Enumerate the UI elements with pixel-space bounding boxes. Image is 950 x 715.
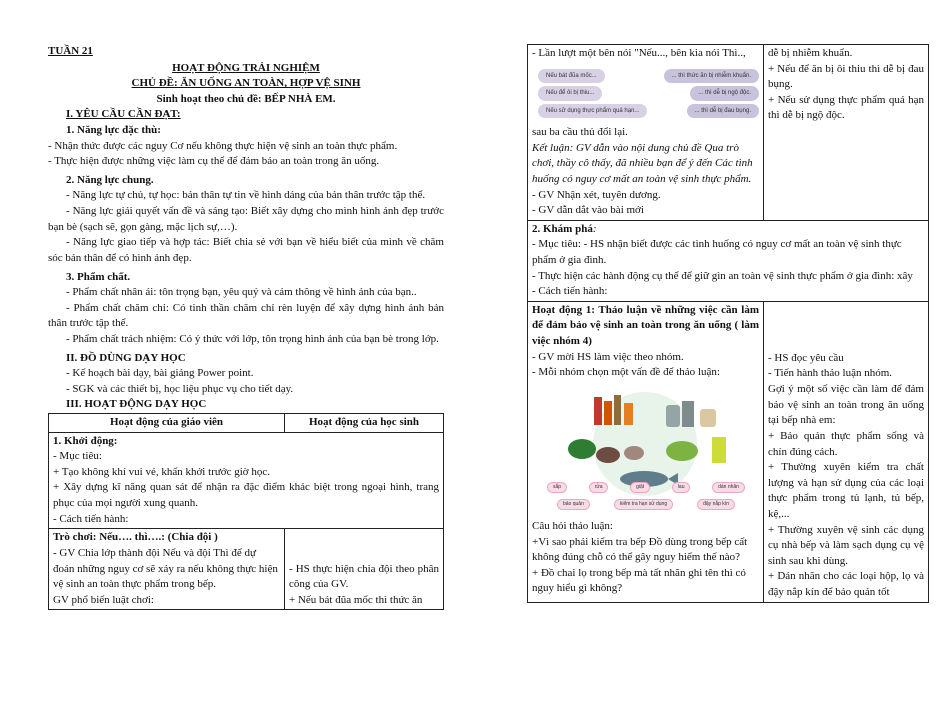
para: + Tạo không khí vui vẻ, khấn khởi trước giờ học.	[53, 465, 270, 478]
left-page	[48, 0, 444, 671]
para: - Cách tiến hành:	[532, 285, 608, 298]
para: + Đồ chai lọ trong bếp mà tất nhãn ghi tên thì có nguy hiểu gì không?	[532, 566, 746, 595]
para: - HS đọc yêu cầu	[768, 351, 844, 364]
then-pill: ... thì dễ bị ngộ độc.	[690, 86, 759, 101]
explore-title	[532, 222, 924, 238]
para: - GV Nhận xét, tuyên dương.	[532, 188, 661, 201]
para: - Lần lượt một bên nói "Nếu..., bên kia nói Thì..,	[532, 47, 746, 59]
activity1-title: Hoạt động 1: Thảo luận về những việc cần làm để đảm bảo vệ sinh an toàn trong ăn uống ( làm việc nhóm 4)	[532, 303, 759, 348]
activity1-student	[764, 301, 929, 602]
para: + Nếu bát đũa mốc thì thức ăn	[289, 593, 423, 606]
para: - Mục tiêu:	[53, 450, 102, 463]
tag: bảo quản	[557, 499, 590, 510]
para: +Vì sao phải kiểm tra bếp Đồ dùng trong bếp cất không đúng chỗ có thể gây nguy hiểm thế nào?	[532, 535, 748, 564]
if-pill: Nếu bát đũa mốc...	[538, 69, 605, 84]
tag-row	[546, 481, 746, 494]
tag: lau	[672, 482, 691, 493]
para: - Kế hoạch bài dạy, bài giảng Power point.	[66, 367, 254, 380]
pill-row	[538, 69, 759, 84]
pill-row	[538, 86, 759, 101]
para: - Phẩm chất trách nhiệm: Có ý thức với lớp, tôn trọng hình ảnh của bạn bè trong lớp.	[66, 332, 439, 345]
section-1-heading: I. YÊU CẦU CẦN ĐẠT:	[66, 108, 181, 121]
para: - Năng lực giải quyết vấn đề và sáng tạo: Biết xây dựng cho mình hình ảnh đẹp trước bạn bè (sạch sẽ, gọn gàng, mặc lịch sự,…).	[48, 205, 444, 233]
tag: kiểm tra hạn sử dụng	[614, 499, 673, 510]
warmup-title: 1. Khởi động:	[53, 434, 118, 447]
explore-cell	[528, 220, 929, 301]
kitchen-illustration	[532, 381, 759, 519]
header-student: Hoạt động của học sinh	[285, 414, 444, 433]
para: Gợi ý một số việc cần làm để đảm bảo vệ sinh an toàn trong ăn uống tại bếp nhà em:	[768, 383, 924, 427]
para: - Tiến hành thảo luận nhóm.	[768, 367, 893, 380]
pill-row	[538, 104, 759, 119]
para: Câu hỏi thảo luận:	[532, 519, 613, 532]
explore-title-text: 2. Khám phá	[532, 222, 593, 235]
warmup-cell	[49, 432, 444, 529]
para: - Năng lực giao tiếp và hợp tác: Biết chia sẻ với bạn về hiểu biết của mình về chăm sóc bản thân để có hình ảnh đẹp.	[48, 236, 444, 264]
para: dễ bị nhiễm khuẩn.	[768, 47, 853, 59]
para: - GV Chia lớp thành đội Nếu và đội Thì để dự đoán những nguy cơ sẽ xảy ra nếu không thực hiện vệ sinh an toàn thực phẩm trong bếp.	[53, 546, 278, 591]
then-pill: ... thì thức ăn bị nhiễm khuẩn.	[664, 69, 759, 84]
section-2-heading: II. ĐỒ DÙNG DẠY HỌC	[66, 351, 186, 364]
section-3-heading: III. HOẠT ĐỘNG DẠY HỌC	[66, 398, 207, 411]
week-label: TUẦN 21	[48, 45, 93, 57]
para: - Nhận thức được các nguy Cơ nếu không thực hiện vệ sinh an toàn thực phẩm.	[48, 139, 398, 152]
para: - Mục tiêu: - HS nhận biết được các tình huống có nguy cơ mất an toàn vệ sinh thực phẩm ở gia đình.	[532, 238, 902, 267]
tag: đậy nắp kín	[697, 499, 735, 510]
para: - GV mời HS làm việc theo nhóm.	[532, 350, 684, 363]
para: + Dán nhãn cho các loại hộp, lọ và đậy nắp kín để bảo quản tốt	[768, 570, 924, 598]
para: sau ba cầu thủ đổi lại.	[532, 126, 628, 139]
para: + Thường xuyên kiểm tra chất lượng và hạn sử dụng của các loại thực phẩm trong tủ lạnh, tủ bếp, kệ,...	[768, 461, 924, 520]
para: - HS thực hiện chia đội theo phân công của GV.	[289, 562, 439, 591]
tag: sắp	[547, 482, 567, 493]
tag: dán nhãn	[712, 482, 745, 493]
if-pill: Nếu sử dụng thực phẩm quá hạn...	[538, 104, 647, 119]
para: + Nếu để ăn bị ôi thiu thì dễ bị đau bụng.	[768, 62, 924, 91]
tag-row	[556, 498, 736, 511]
para: - Thực hiện các hành động cụ thể để giữ gìn an toàn vệ sinh thực phẩm ở gia đình: xây	[532, 269, 913, 282]
subsection-2: 2. Năng lực chung.	[66, 173, 154, 186]
activity-table	[48, 413, 444, 610]
game-cont-student	[764, 45, 929, 221]
para: + Nếu sử dụng thực phẩm quá hạn thì dễ bị ngộ độc.	[768, 93, 924, 122]
activity-table-continued	[527, 44, 929, 603]
then-pill: ... thì dễ bị đau bụng.	[687, 104, 759, 119]
doc-subtitle: Sinh hoạt theo chủ đề: BẾP NHÀ EM.	[156, 92, 336, 105]
para: - Thực hiện được những việc làm cụ thể để đảm bảo an toàn trong ăn uống.	[48, 155, 380, 168]
para: - Mỗi nhóm chọn một vấn đề để thảo luận:	[532, 366, 720, 379]
para: - Phẩm chất chăm chỉ: Có tinh thần chăm chỉ rèn luyện để xây dựng hình ảnh bản thân trước tập thể.	[48, 301, 444, 330]
if-then-illustration	[532, 62, 759, 126]
para: - Cách tiến hành:	[53, 512, 129, 525]
game-title: Trò chơi: Nếu…. thì….: (Chia đội )	[53, 531, 218, 544]
header-teacher: Hoạt động của giáo viên	[49, 414, 285, 433]
para: + Thường xuyên vệ sinh các dụng cụ nhà bếp và làm sạch dụng cụ vệ sinh sau khi dùng.	[768, 523, 924, 567]
para: - GV dẫn dắt vào bài mới	[532, 204, 644, 217]
explore-colon: :	[592, 222, 597, 235]
subsection-1: 1. Năng lực đặc thù:	[66, 124, 161, 137]
doc-theme: CHỦ ĐỀ: ĂN UỐNG AN TOÀN, HỢP VỆ SINH	[131, 77, 361, 90]
para: GV phổ biến luật chơi:	[53, 593, 154, 606]
tag: giặt	[630, 482, 650, 493]
subsection-3: 3. Phẩm chất.	[66, 270, 131, 283]
para: + Xây dựng kĩ năng quan sát để nhận ra đặc điểm khác biệt trong ngoại hình, trang phục của mọi người xung quanh.	[53, 481, 439, 510]
game-cont-teacher	[528, 45, 764, 221]
para: - Năng lực tự chủ, tự học: bản thân tự tin về hình dáng của bản thân trước tập thể.	[66, 189, 426, 202]
game-student-cell	[285, 529, 444, 610]
conclusion: Kết luận: GV dẫn vào nội dung chủ đề Qua trò chơi, thầy cô thấy, đã nhiều bạn để ý đến Các tình huống có nguy cơ mất an toàn vệ sinh thực phẩm.	[532, 141, 753, 185]
if-pill: Nếu để ôi bị thiu...	[538, 86, 602, 101]
doc-title: HOẠT ĐỘNG TRẢI NGHIỆM	[172, 61, 320, 74]
game-teacher-cell	[49, 529, 285, 610]
tag: rửa	[589, 482, 609, 493]
para: + Bảo quản thực phẩm sống và chín đúng cách.	[768, 429, 924, 458]
para: - SGK và các thiết bị, học liệu phục vụ cho tiết dạy.	[66, 382, 294, 395]
right-page	[527, 44, 929, 715]
activity1-teacher	[528, 301, 764, 602]
para: - Phẩm chất nhân ái: tôn trọng bạn, yêu quý và cảm thông về hình ảnh của bạn..	[66, 286, 417, 299]
